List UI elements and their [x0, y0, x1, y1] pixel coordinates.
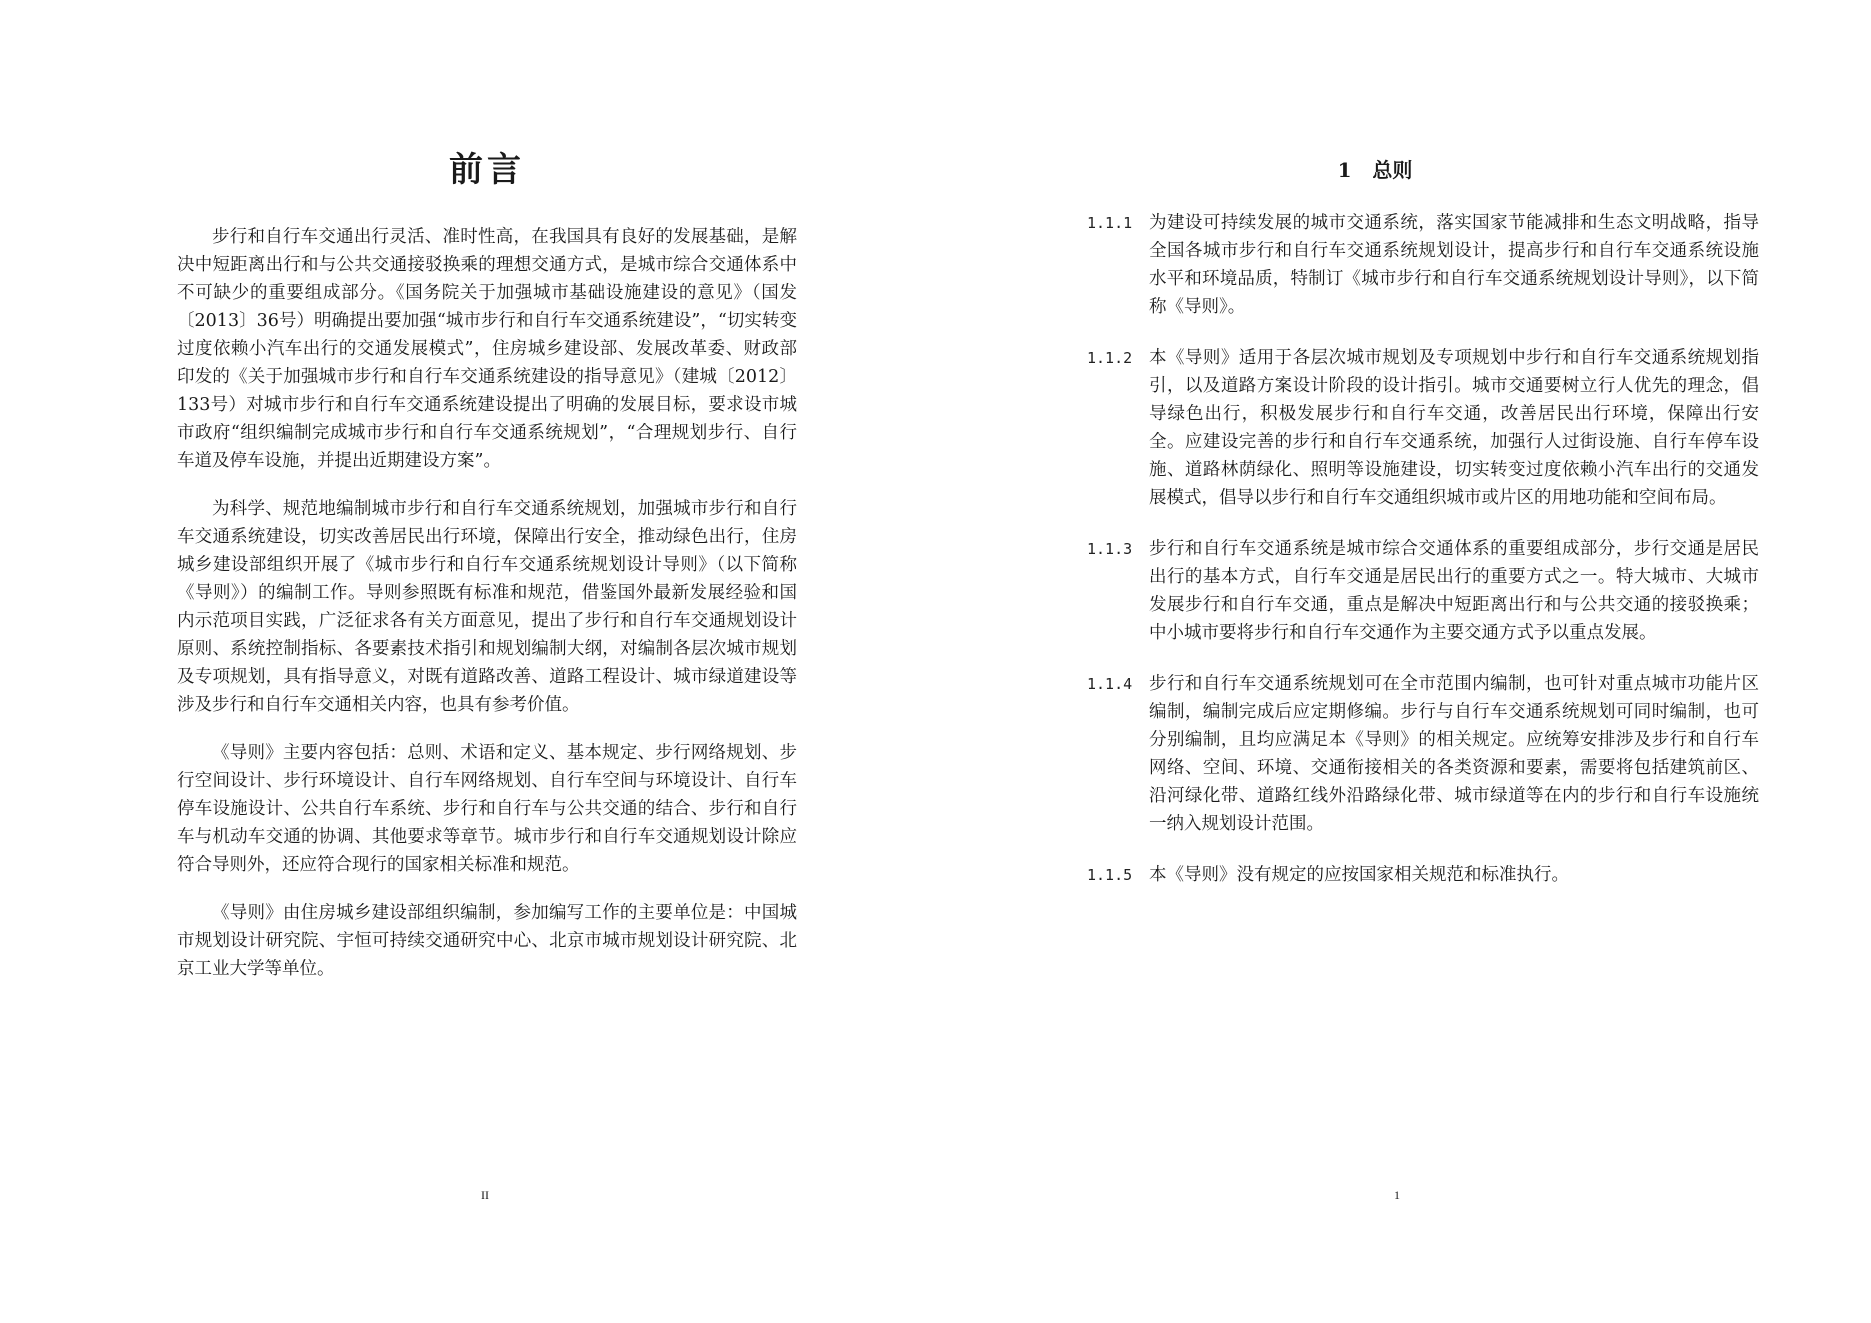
- clause-item: [1087, 209, 1759, 321]
- clause-number: 1.1.5: [1087, 866, 1133, 884]
- clause-item: [1087, 535, 1759, 647]
- clause-item: [1087, 344, 1759, 512]
- preface-paragraph: 《导则》主要内容包括：总则、术语和定义、基本规定、步行网络规划、步行空间设计、步行环境设计、自行车网络规划、自行车空间与环境设计、自行车停车设施设计、公共自行车系统、步行和自行车与公共交通的结合、步行和自行车与机动车交通的协调、其他要求等章节。城市步行和自行车交通规划设计除应符合导则外，还应符合现行的国家相关标准和规范。: [177, 743, 797, 875]
- preface-body: [177, 223, 797, 1003]
- preface-paragraph: 《导则》由住房城乡建设部组织编制，参加编写工作的主要单位是：中国城市规划设计研究院、宇恒可持续交通研究中心、北京市城市规划设计研究院、北京工业大学等单位。: [177, 903, 797, 979]
- chapter-title: 1 总则: [1337, 158, 1413, 182]
- preface-paragraph: 为科学、规范地编制城市步行和自行车交通系统规划，加强城市步行和自行车交通系统建设，切实改善居民出行环境，保障出行安全，推动绿色出行，住房城乡建设部组织开展了《城市步行和自行车交通系统规划设计导则》（以下简称《导则》）的编制工作。导则参照既有标准和规范，借鉴国外最新发展经验和国内示范项目实践，广泛征求各有关方面意见，提出了步行和自行车交通规划设计原则、系统控制指标、各要素技术指引和规划编制大纲，对编制各层次城市规划及专项规划，具有指导意义，对既有道路改善、道路工程设计、城市绿道建设等涉及步行和自行车交通相关内容，也具有参考价值。: [177, 499, 797, 715]
- preface-title: 前言: [449, 150, 525, 190]
- right-page: [935, 0, 1871, 1323]
- clause-number: 1.1.4: [1087, 675, 1133, 693]
- preface-paragraph: 步行和自行车交通出行灵活、准时性高，在我国具有良好的发展基础，是解决中短距离出行和与公共交通接驳换乘的理想交通方式，是城市综合交通体系中不可缺少的重要组成部分。《国务院关于加强城市基础设施建设的意见》（国发〔2013〕36号）明确提出要加强“城市步行和自行车交通系统建设”，“切实转变过度依赖小汽车出行的交通发展模式”，住房城乡建设部、发展改革委、财政部印发的《关于加强城市步行和自行车交通系统建设的指导意见》（建城〔2012〕133号）对城市步行和自行车交通系统建设提出了明确的发展目标，要求设市城市政府“组织编制完成城市步行和自行车交通系统规划”，“合理规划步行、自行车道及停车设施，并提出近期建设方案”。: [177, 227, 797, 471]
- page-number: II: [481, 1188, 489, 1202]
- clause-text: 本《导则》没有规定的应按国家相关规范和标准执行。: [1149, 865, 1569, 885]
- clause-list: [1087, 209, 1759, 912]
- left-page: [0, 0, 935, 1323]
- clause-text: 本《导则》适用于各层次城市规划及专项规划中步行和自行车交通系统规划指引，以及道路方案设计阶段的设计指引。城市交通要树立行人优先的理念，倡导绿色出行，积极发展步行和自行车交通，改善居民出行环境，保障出行安全。应建设完善的步行和自行车交通系统，加强行人过街设施、自行车停车设施、道路林荫绿化、照明等设施建设，切实转变过度依赖小汽车出行的交通发展模式，倡导以步行和自行车交通组织城市或片区的用地功能和空间布局。: [1149, 348, 1759, 508]
- clause-text: 步行和自行车交通系统是城市综合交通体系的重要组成部分，步行交通是居民出行的基本方式，自行车交通是居民出行的重要方式之一。特大城市、大城市发展步行和自行车交通，重点是解决中短距离出行和与公共交通的接驳换乘；中小城市要将步行和自行车交通作为主要交通方式予以重点发展。: [1149, 539, 1759, 643]
- clause-number: 1.1.3: [1087, 540, 1133, 558]
- page-number: 1: [1394, 1188, 1400, 1202]
- clause-text: 为建设可持续发展的城市交通系统，落实国家节能减排和生态文明战略，指导全国各城市步行和自行车交通系统规划设计，提高步行和自行车交通系统设施水平和环境品质，特制订《城市步行和自行车交通系统规划设计导则》，以下简称《导则》。: [1149, 213, 1759, 317]
- clause-text: 步行和自行车交通系统规划可在全市范围内编制，也可针对重点城市功能片区编制，编制完成后应定期修编。步行与自行车交通系统规划可同时编制，也可分别编制，且均应满足本《导则》的相关规定。应统筹安排涉及步行和自行车网络、空间、环境、交通衔接相关的各类资源和要素，需要将包括建筑前区、沿河绿化带、道路红线外沿路绿化带、城市绿道等在内的步行和自行车设施统一纳入规划设计范围。: [1149, 674, 1759, 834]
- clause-item: [1087, 861, 1759, 889]
- clause-number: 1.1.1: [1087, 214, 1133, 232]
- clause-item: [1087, 670, 1759, 838]
- clause-number: 1.1.2: [1087, 349, 1133, 367]
